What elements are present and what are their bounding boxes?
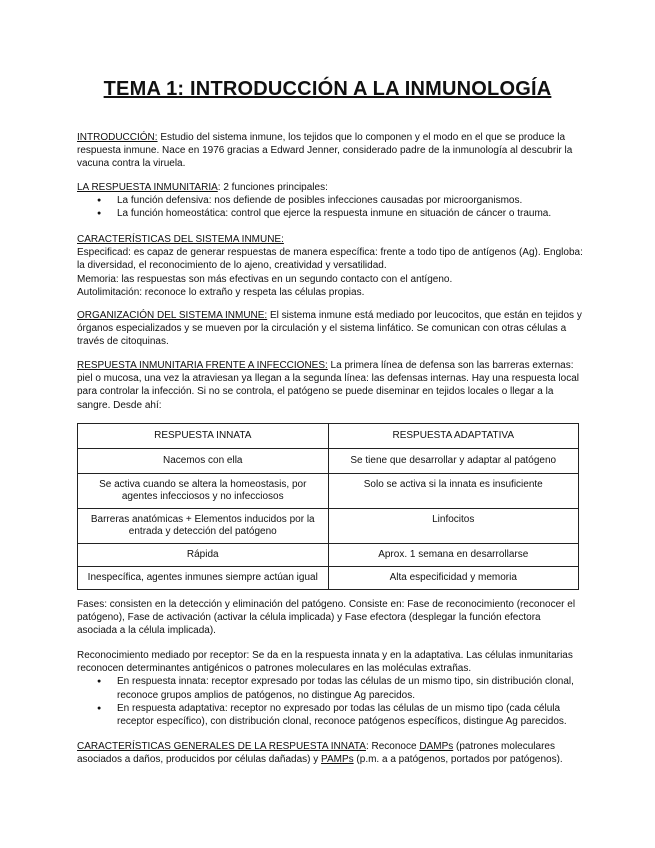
table-row bbox=[78, 544, 579, 567]
reconocimiento-section bbox=[77, 649, 583, 728]
table-cell: Se tiene que desarrollar y adaptar al patógeno bbox=[328, 449, 579, 474]
caracteristicas-line: Memoria: las respuestas son más efectivas en un segundo contacto con el antígeno. bbox=[77, 273, 453, 285]
caracteristicas-heading: CARACTERÍSTICAS DEL SISTEMA INMUNE: bbox=[77, 234, 284, 245]
page-title: TEMA 1: INTRODUCCIÓN A LA INMUNOLOGÍA bbox=[103, 78, 552, 100]
table-cell: Aprox. 1 semana en desarrollarse bbox=[328, 544, 579, 567]
intro-paragraph bbox=[77, 131, 583, 171]
generales-pre: : Reconoce bbox=[365, 741, 420, 752]
organizacion-text: El sistema inmune está mediado por leucocitos, que están en tejidos y órganos especializados y se mueven por la circulación y el sistema linfático. Se comunican con otras células a través de citoquinas. bbox=[77, 310, 582, 348]
infecciones-paragraph bbox=[77, 359, 583, 412]
intro-text: Estudio del sistema inmune, los tejidos que lo componen y el modo en el que se produce la respuesta inmune. Nace en 1976 gracias a Edward Jenner, considerado padre de la inmunología al descubrir la vacuna contra la viruela. bbox=[77, 132, 573, 170]
table-cell: Linfocitos bbox=[328, 509, 579, 544]
respuesta-text: : 2 funciones principales: bbox=[217, 182, 328, 193]
table-cell: Se activa cuando se altera la homeostasis, por agentes infecciosos y no infecciosos bbox=[78, 474, 329, 509]
list-item: ● La función homeostática: control que ejerce la respuesta inmune en situación de cáncer o trauma. bbox=[77, 207, 583, 220]
table-row bbox=[78, 509, 579, 544]
caracteristicas-section bbox=[77, 233, 583, 299]
table-cell: Barreras anatómicas + Elementos inducidos por la entrada y detección del patógeno bbox=[78, 509, 329, 544]
caracteristicas-line: Autolimitación: reconoce lo extraño y respeta las células propias. bbox=[77, 286, 365, 298]
generales-heading: CARACTERÍSTICAS GENERALES DE LA RESPUESTA INNATA bbox=[77, 741, 366, 752]
intro-heading: INTRODUCCIÓN: bbox=[77, 132, 158, 143]
generales-mid: (patrones moleculares asociados a daños, producidos por células dañadas) y bbox=[77, 741, 555, 766]
respuesta-heading: LA RESPUESTA INMUNITARIA bbox=[77, 182, 218, 193]
table-cell: Nacemos con ella bbox=[78, 449, 329, 474]
infecciones-heading: RESPUESTA INMUNITARIA FRENTE A INFECCIONES: bbox=[77, 360, 328, 371]
table-cell: Rápida bbox=[78, 544, 329, 567]
reconocimiento-text: Reconocimiento mediado por receptor: Se da en la respuesta innata y en la adaptativa. Las células inmunitarias reconocen determinantes antigénicos o patrones moleculares en las moléculas extrañas. bbox=[77, 650, 573, 675]
table-row bbox=[78, 449, 579, 474]
table-cell: Alta especificidad y memoria bbox=[328, 567, 579, 590]
organizacion-paragraph bbox=[77, 309, 583, 349]
table-header-row bbox=[78, 424, 579, 449]
organizacion-heading: ORGANIZACIÓN DEL SISTEMA INMUNE: bbox=[77, 310, 268, 321]
table-cell: Inespecífica, agentes inmunes siempre actúan igual bbox=[78, 567, 329, 590]
list-item: ● La función defensiva: nos defiende de posibles infecciones causadas por microorganismos. bbox=[77, 194, 583, 207]
list-item: ● En respuesta innata: receptor expresado por todas las células de un mismo tipo, sin distribución clonal, reconoce grupos amplios de patógenos, no distingue Ag parecidos. bbox=[77, 675, 583, 701]
table-header-innata: RESPUESTA INNATA bbox=[78, 424, 329, 449]
respuesta-section bbox=[77, 181, 583, 221]
fases-paragraph: Fases: consisten en la detección y eliminación del patógeno. Consiste en: Fase de reconocimiento (reconocer el patógeno), Fase de activación (activar la célula implicada) y Fase efectora (desplegar la función efectora asociada a la célula implicada). bbox=[77, 599, 576, 637]
table-header-adaptativa: RESPUESTA ADAPTATIVA bbox=[328, 424, 579, 449]
table-row bbox=[78, 567, 579, 590]
infecciones-text: La primera línea de defensa son las barreras externas: piel o mucosa, una vez la atraviesan ya llegan a la segunda línea: las defensas internas. Hay una respuesta local para controlar la infección. Si no se controla, el patógeno se puede diseminar en tejidos locales o llegar a la sangre. Desde ahí: bbox=[77, 360, 579, 411]
generales-post: (p.m. a a patógenos, portados por patógenos). bbox=[353, 754, 563, 766]
table-row bbox=[78, 474, 579, 509]
comparison-table bbox=[77, 423, 579, 590]
damps-term: DAMPs bbox=[419, 741, 454, 752]
caracteristicas-line: Especificad: es capaz de generar respuestas de manera específica: frente a todo tipo de antígenos (Ag). Engloba: la diversidad, el reconocimiento de lo ajeno, creatividad y versatilidad. bbox=[77, 247, 583, 272]
pamps-term: PAMPs bbox=[321, 754, 354, 766]
list-item: ● En respuesta adaptativa: receptor no expresado por todas las células de un mismo tipo (cada célula receptor específico), con distribución clonal, reconoce patógenos específicos, distingue Ag parecidos. bbox=[77, 702, 583, 728]
generales-paragraph bbox=[77, 740, 583, 766]
table-cell: Solo se activa si la innata es insuficiente bbox=[328, 474, 579, 509]
